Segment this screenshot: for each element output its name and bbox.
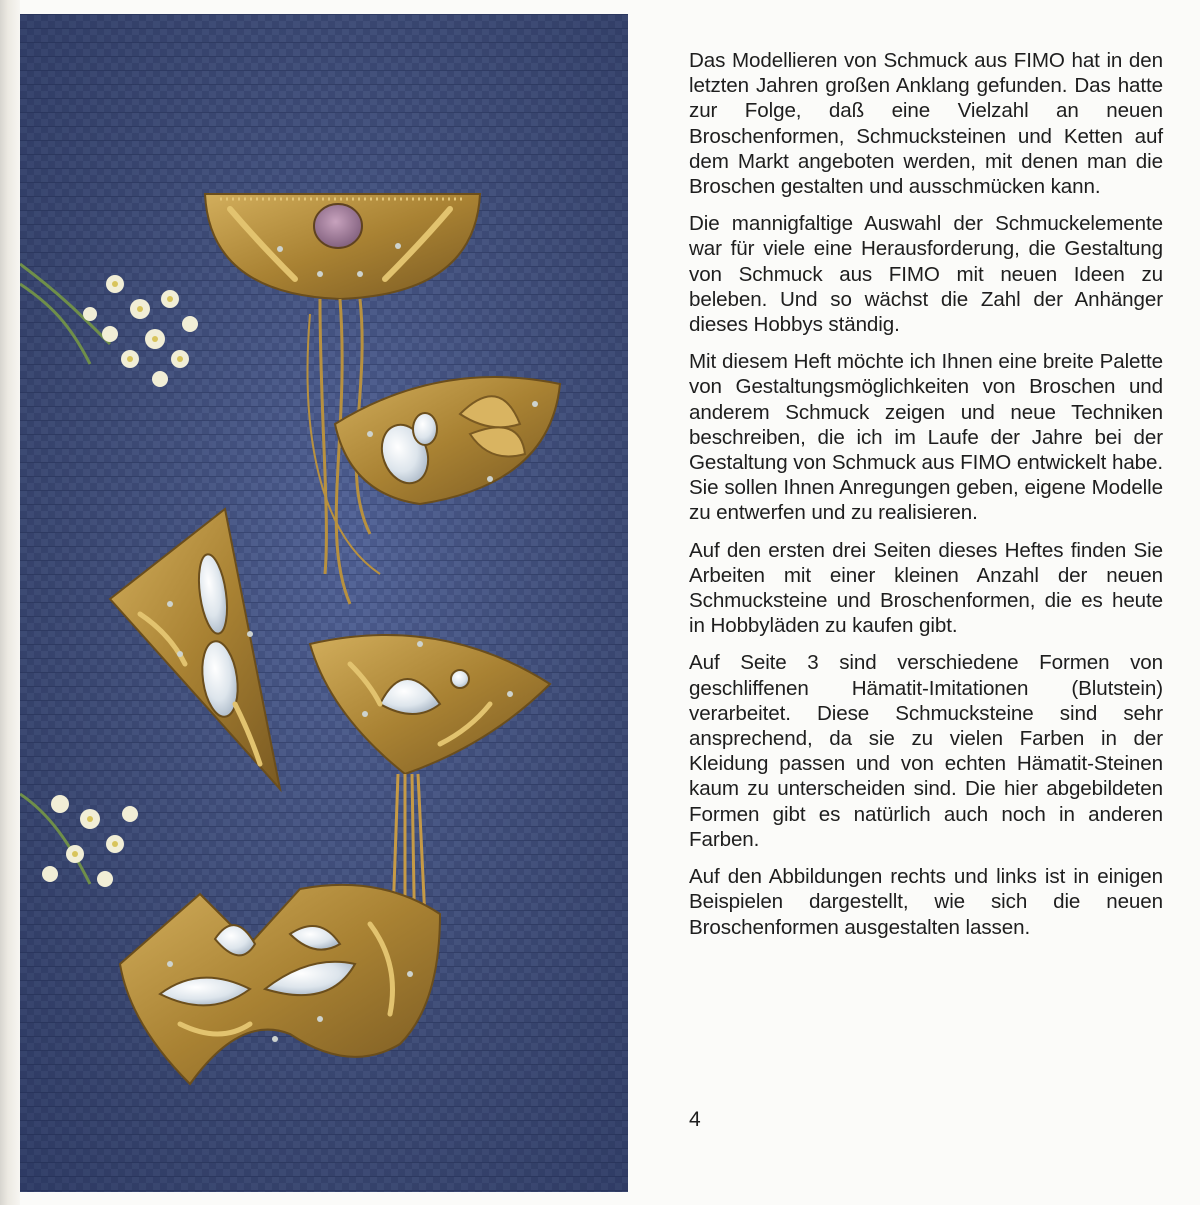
paragraph-3: Mit diesem Heft möchte ich Ihnen eine breite Palette von Gestaltungsmöglichkeiten von Broschen und anderem Schmuck zeigen und neue Techniken beschreiben, die ich im Laufe der Jahre bei der Gestaltung von Schmuck aus FIMO entwickelt habe. Sie sollen Ihnen Anregungen geben, eigene Modelle zu entwerfen und zu realisieren. <box>689 350 1163 525</box>
paragraph-4: Auf den ersten drei Seiten dieses Heftes finden Sie Arbeiten mit einer kleinen Anzahl der neuen Schmucksteine und Broschenformen, die es heute in Hobbyläden zu kaufen gibt. <box>689 538 1163 638</box>
brooch-photo-illustration <box>20 14 628 1192</box>
paragraph-1: Das Modellieren von Schmuck aus FIMO hat in den letzten Jahren großen Anklang gefunden. Das hatte zur Folge, daß eine Vielzahl an neuen Broschenformen, Schmucksteinen und Ketten auf dem Markt angeboten werden, mit denen man die Broschen gestalten und ausschmücken kann. <box>689 49 1163 199</box>
page-binding-edge <box>0 0 20 1205</box>
page-number: 4 <box>689 1108 701 1131</box>
brooch-photo <box>20 14 628 1192</box>
paragraph-5: Auf Seite 3 sind verschiedene Formen von geschliffenen Hämatit-Imitationen (Blutstein) verarbeitet. Diese Schmucksteine sind sehr ansprechend, da sie zu vielen Farben in der Kleidung passen und von echten Hämatit-Steinen kaum zu unterscheiden sind. Die hier abgebildeten Formen gibt es natürlich auch noch in anderen Farben. <box>689 651 1163 851</box>
text-column <box>689 48 1163 952</box>
paragraph-2: Die mannigfaltige Auswahl der Schmuckelemente war für viele eine Herausforderung, die Gestaltung von Schmuck aus FIMO mit neuen Ideen zu beleben. Und so wächst die Zahl der Anhänger dieses Hobbys ständig. <box>689 212 1163 337</box>
paragraph-6: Auf den Abbildungen rechts und links ist in einigen Beispielen dargestellt, wie sich die neuen Broschenformen ausgestalten lassen. <box>689 865 1163 939</box>
